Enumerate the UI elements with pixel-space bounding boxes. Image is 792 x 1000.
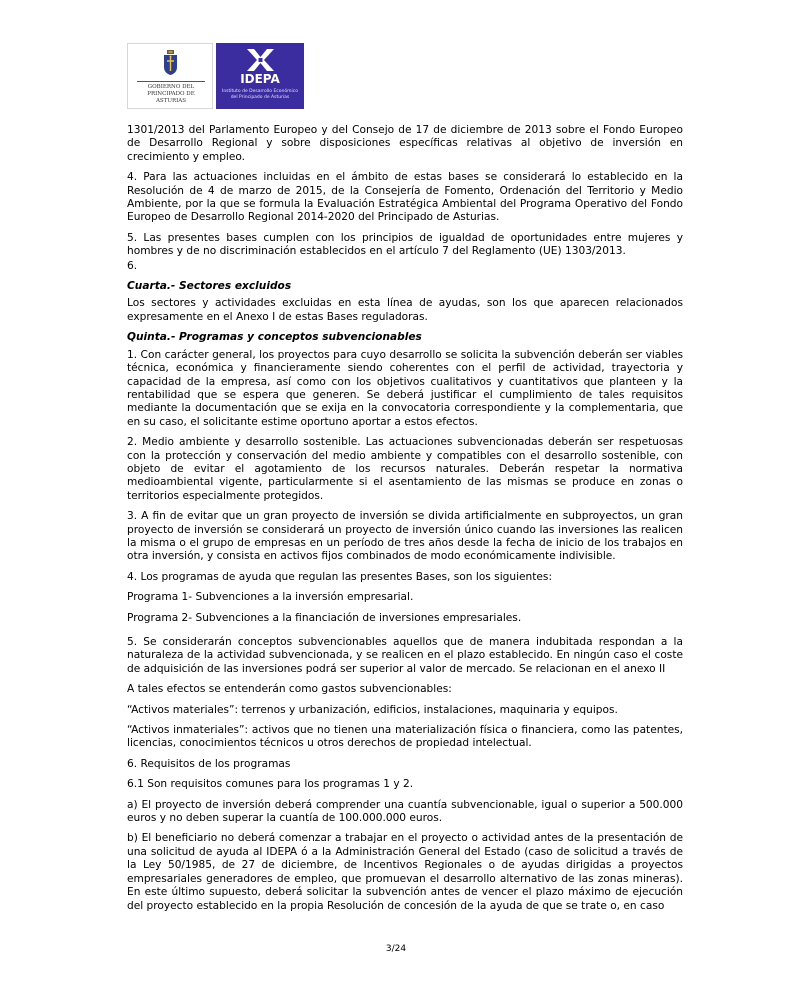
gobierno-text-line-1: GOBIERNO DEL bbox=[147, 84, 195, 90]
document-body bbox=[127, 124, 683, 920]
paragraph: “Activos inmateriales”: activos que no tienen una materialización física o financiera, como las patentes, licencias, conocimientos técnicos u otros derechos de propiedad intelectual. bbox=[127, 724, 683, 750]
logo-divider bbox=[137, 81, 205, 82]
paragraph: a) El proyecto de inversión deberá comprender una cuantía subvencionable, igual o superior a 500.000 euros y no deben superar la cuantía de 100.000.000 euros. bbox=[127, 798, 683, 825]
paragraph: Programa 1- Subvenciones a la inversión empresarial. bbox=[127, 591, 414, 604]
paragraph: 6. Requisitos de los programas bbox=[127, 757, 291, 770]
paragraph: 3. A fin de evitar que un gran proyecto de inversión se divida artificialmente en subproyectos, un gran proyecto de inversión se considerará un proyecto de inversión único cuando las inversiones las realicen la misma o el grupo de empresas en un período de tres años desde la fecha de inicio de los trabajos en otra inversión, y consista en activos fijos combinados de modo económicamente indivisible. bbox=[127, 510, 683, 563]
page-number: 3/24 bbox=[385, 944, 407, 954]
gobierno-asturias-logo bbox=[127, 43, 213, 109]
idepa-logo bbox=[216, 43, 304, 109]
paragraph: A tales efectos se entenderán como gastos subvencionables: bbox=[127, 683, 452, 696]
paragraph: 2. Medio ambiente y desarrollo sostenible. Las actuaciones subvencionadas deberán ser respetuosas con la protección y conservación del medio ambiente y compatibles con el desarrollo sostenible, con objeto de evitar el agotamiento de los recursos naturales. Deberán respetar la normativa medioambiental vigente, particularmente si el asentamiento de las mismas se produce en zonas o territorios especialmente protegidos. bbox=[127, 436, 683, 502]
coat-of-arms-icon bbox=[163, 50, 178, 76]
paragraph: 4. Los programas de ayuda que regulan las presentes Bases, son los siguientes: bbox=[127, 570, 553, 583]
paragraph: Los sectores y actividades excluidas en esta línea de ayudas, son los que aparecen relacionados expresamente en el Anexo I de estas Bases reguladoras. bbox=[127, 297, 683, 323]
paragraph: 4. Para las actuaciones incluidas en el ámbito de estas bases se considerará lo establecido en la Resolución de 4 de marzo de 2015, de la Consejería de Fomento, Ordenación del Territorio y Medio Ambiente, por la que se formula la Evaluación Estratégica Ambiental del Programa Operativo del Fondo Europeo de Desarrollo Regional 2014-2020 del Principado de Asturias. bbox=[127, 171, 683, 224]
section-heading-quinta: Quinta.- Programas y conceptos subvencionables bbox=[127, 331, 422, 344]
paragraph: 1301/2013 del Parlamento Europeo y del Consejo de 17 de diciembre de 2013 sobre el Fondo Europeo de Desarrollo Regional y sobre disposiciones específicas relativas al objetivo de inversión en crecimiento y empleo. bbox=[127, 124, 683, 163]
paragraph: Programa 2- Subvenciones a la financiación de inversiones empresariales. bbox=[127, 611, 522, 624]
paragraph: 5. Las presentes bases cumplen con los principios de igualdad de oportunidades entre mujeres y hombres y de no discriminación establecidos en el artículo 7 del Reglamento (UE) 1303/2013. bbox=[127, 231, 683, 258]
paragraph: 5. Se considerarán conceptos subvencionables aquellos que de manera indubitada respondan a la naturaleza de la actividad subvencionada, y se realicen en el plazo establecido. En ningún caso el coste de adquisición de las inversiones podrá ser superior al valor de mercado. Se relacionan en el anexo II bbox=[127, 636, 683, 675]
gobierno-text-line-2: PRINCIPADO DE ASTURIAS bbox=[147, 91, 195, 104]
idepa-subtitle-line-2: del Principado de Asturias bbox=[230, 94, 290, 100]
paragraph: 1. Con carácter general, los proyectos para cuyo desarrollo se solicita la subvención deberán ser viables técnica, económica y financieramente siendo coherentes con el perfil de actividad, trayectoria y capacidad de la empresa, así como con los objetivos cualitativos y cuantitativos que planteen y la rentabilidad que se espera que generen. Se deberá justificar el cumplimiento de tales requisitos mediante la documentación que se exija en la convocatoria correspondiente y la complementaria, que en su caso, el solicitante estime oportuno aportar a estos efectos. bbox=[127, 348, 683, 428]
paragraph: b) El beneficiario no deberá comenzar a trabajar en el proyecto o actividad antes de la presentación de una solicitud de ayuda al IDEPA ó a la Administración General del Estado (caso de solicitud a través de la Ley 50/1985, de 27 de diciembre, de Incentivos Regionales o de ayudas dirigidas a proyectos empresariales generadores de empleo, que promuevan el desarrollo alternativo de las zonas mineras). En este último supuesto, deberá solicitar la subvención antes de vencer el plazo máximo de ejecución del proyecto establecido en la propia Resolución de concesión de la ayuda de que se trate o, en caso bbox=[127, 832, 683, 912]
section-heading-cuarta: Cuarta.- Sectores excluidos bbox=[127, 280, 292, 293]
idepa-subtitle-line-1: Instituto de Desarrollo Económico bbox=[222, 89, 298, 94]
paragraph: 6.1 Son requisitos comunes para los programas 1 y 2. bbox=[127, 778, 414, 791]
idepa-mark-icon bbox=[247, 49, 274, 71]
paragraph-number: 6. bbox=[127, 259, 138, 272]
idepa-name: IDEPA bbox=[240, 72, 280, 86]
paragraph: “Activos materiales”: terrenos y urbanización, edificios, instalaciones, maquinaria y equipos. bbox=[127, 703, 618, 716]
